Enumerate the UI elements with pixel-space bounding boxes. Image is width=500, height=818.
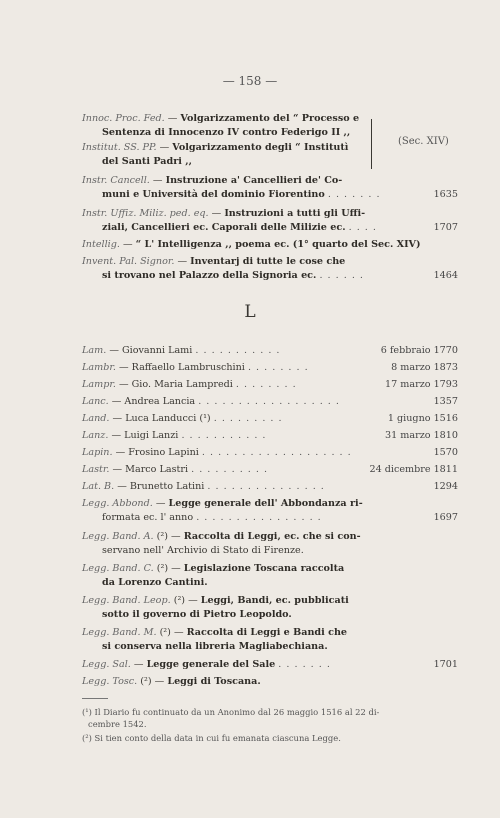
entry-dash: — [211, 208, 222, 219]
entry-dash: (²) — [156, 563, 181, 574]
entry-dash: — [111, 430, 122, 441]
footnote-text-cont: cembre 1542. [88, 719, 147, 729]
entry-dash: — [152, 175, 163, 186]
entry-abbr: Instr. Uffiz. Miliz. ped. eq. [82, 208, 209, 219]
footnote-divider [82, 698, 108, 699]
entry-date: 1464 [433, 270, 458, 281]
entry-date: 1294 [433, 481, 458, 492]
entry-title-cont: muni e Università del dominio Fiorentino [102, 189, 325, 200]
entry-lampr [82, 378, 458, 392]
entry-legg-band-c [82, 562, 458, 590]
entry-dash: (²) — [159, 627, 184, 638]
entry-abbr: Legg. Abbond. [82, 498, 153, 509]
entry-date: 8 marzo 1873 [391, 362, 458, 373]
entry-dash: — [167, 113, 178, 124]
entry-abbr: Invent. Pal. Signor. [82, 256, 175, 267]
entry-date: 1 giugno 1516 [387, 413, 458, 424]
entry-dash: — [112, 413, 123, 424]
entry-title: Legge generale dell' Abbondanza ri- [168, 498, 363, 509]
entry-lat-b [82, 480, 458, 494]
entry-dash: — [118, 379, 129, 390]
entry-legg-band-m [82, 626, 458, 654]
entry-dash: (²) — [156, 531, 181, 542]
entry-abbr: Legg. Band. M. [82, 627, 157, 638]
entry-date: 1707 [433, 222, 458, 233]
entry-dash: (²) — [173, 595, 198, 606]
footnote-text: (²) Si tien conto della data in cui fu emanata ciascuna Legge. [82, 733, 341, 743]
entry-name: Marco Lastri [125, 464, 189, 475]
entry-lanc [82, 395, 458, 409]
entry-name: Andrea Lancia [124, 396, 196, 407]
entry-abbr: Intellig. [82, 239, 120, 250]
entry-abbr: Legg. Sal. [82, 659, 131, 670]
entry-date: 1635 [433, 189, 458, 200]
entry-title: Volgarizzamento del “ Processo e [180, 113, 360, 124]
footnote-1 [82, 706, 458, 730]
entry-title-cont: Sentenza di Innocenzo IV contro Federigo II ,, [102, 127, 351, 138]
footnote-text: (¹) Il Diario fu continuato da un Anonimo dal 26 maggio 1516 al 22 di- [82, 707, 380, 717]
entry-abbr: Legg. Band. Leop. [82, 595, 171, 606]
entry-instr-cancell [82, 174, 458, 202]
entry-legg-band-leop [82, 594, 458, 622]
entry-title-cont: del Santi Padri ,, [102, 156, 192, 167]
entry-lapin [82, 446, 458, 460]
entry-dash: — [118, 362, 129, 373]
entry-title: Volgarizzamento degli “ Institutì [172, 142, 349, 153]
entry-title-cont: si conserva nella libreria Magliabechiana. [102, 641, 328, 652]
entry-date: 1701 [433, 659, 458, 670]
entry-date: 1570 [433, 447, 458, 458]
entry-abbr: Lapin. [82, 447, 113, 458]
leader-dots: . . . . [348, 222, 377, 233]
entry-dash: — [177, 256, 188, 267]
entry-abbr: Lat. B. [82, 481, 115, 492]
entry-title: Raccolta di Leggi, ec. che si con- [183, 531, 361, 542]
entry-dash: — [109, 345, 119, 356]
entry-dash: — [112, 464, 123, 475]
entry-legg-tosc [82, 675, 458, 689]
entry-legg-abbond [82, 497, 458, 525]
entry-abbr: Legg. Tosc. [82, 676, 138, 687]
page-number: — 158 — [222, 74, 278, 88]
entry-invent-pal-signor [82, 255, 458, 283]
entry-abbr: Lambr. [82, 362, 116, 373]
entry-title-cont: formata ec. l' anno [102, 512, 194, 523]
entry-name: Frosino Lapini [128, 447, 199, 458]
entry-title-cont: si trovano nel Palazzo della Signoria ec. [102, 270, 317, 281]
leader-dots: . . . . . . . . [247, 362, 309, 373]
entry-date: 24 dicembre 1811 [369, 464, 458, 475]
entry-title-cont: servano nell' Archivio di Stato di Firenze. [102, 545, 304, 556]
entry-name: Brunetto Latini [129, 481, 205, 492]
entry-instr-uffiz [82, 207, 458, 235]
entry-date: 6 febbraio 1770 [380, 345, 458, 356]
leader-dots: . . . . . . . . . . . . . . . . [196, 512, 322, 523]
entry-abbr: Lanc. [82, 396, 109, 407]
century-label: (Sec. XIV) [398, 136, 449, 147]
entry-lanz [82, 429, 458, 443]
entry-dash: — [115, 447, 126, 458]
leader-dots: . . . . . . . [327, 189, 381, 200]
entry-abbr: Lastr. [82, 464, 110, 475]
entry-name: Raffaello Lambruschini [131, 362, 245, 373]
entry-abbr: Lanz. [82, 430, 109, 441]
entry-title-cont: da Lorenzo Cantini. [102, 577, 208, 588]
entry-land [82, 412, 458, 426]
entry-lastr [82, 463, 458, 477]
entry-title: Legge generale del Sale [146, 659, 276, 670]
entry-lambr [82, 361, 458, 375]
entry-dash: — [111, 396, 122, 407]
leader-dots: . . . . . . . . . . . . . . . [207, 481, 325, 492]
entry-legg-sal [82, 658, 458, 672]
entry-title: Legislazione Toscana raccolta [183, 563, 345, 574]
entry-abbr: Institut. SS. PP. [82, 142, 157, 153]
entry-title: Instruzioni a tutti gli Uffi- [224, 208, 366, 219]
entry-name: Gio. Maria Lampredi [131, 379, 233, 390]
leader-dots: . . . . . . . [278, 659, 331, 670]
entry-name: Luca Landucci (¹) [125, 413, 211, 424]
entry-dash: — [155, 498, 166, 509]
entry-dash: — [117, 481, 127, 492]
section-heading-letter: L [244, 302, 256, 322]
entry-abbr: Lampr. [82, 379, 116, 390]
entry-name: Luigi Lanzi [124, 430, 179, 441]
entry-dash: (²) — [140, 676, 165, 687]
entry-date: 1697 [433, 512, 458, 523]
entry-abbr: Land. [82, 413, 110, 424]
entry-abbr: Instr. Cancell. [82, 175, 150, 186]
entry-date: 31 marzo 1810 [385, 430, 458, 441]
entry-abbr: Lam. [82, 345, 107, 356]
entry-title-cont: ziali, Cancellieri ec. Caporali delle Milizie ec. [102, 222, 346, 233]
footnote-2 [82, 732, 458, 744]
entry-abbr: Legg. Band. A. [82, 531, 154, 542]
leader-dots: . . . . . . . . . [213, 413, 283, 424]
entry-date: 1357 [433, 396, 458, 407]
entry-title: Leggi, Bandi, ec. pubblicati [200, 595, 349, 606]
entry-title: Leggi di Toscana. [167, 676, 261, 687]
entry-intellig [82, 238, 458, 252]
entry-name: Giovanni Lami [121, 345, 193, 356]
entry-title: Inventarj di tutte le cose che [190, 256, 346, 267]
entry-title: “ L' Intelligenza ,, poema ec. (1° quarto del Sec. XIV) [135, 239, 421, 250]
entry-legg-band-a [82, 530, 458, 558]
leader-dots: . . . . . . [319, 270, 364, 281]
entry-abbr: Legg. Band. C. [82, 563, 154, 574]
entry-title: Instruzione a' Cancellieri de' Co- [165, 175, 343, 186]
entry-abbr: Innoc. Proc. Fed. [82, 113, 165, 124]
leader-dots: . . . . . . . . . . . [195, 345, 281, 356]
entry-lam [82, 344, 458, 358]
entry-title-cont: sotto il governo di Pietro Leopoldo. [102, 609, 292, 620]
leader-dots: . . . . . . . . . . [191, 464, 269, 475]
bracket-divider [371, 119, 373, 169]
entry-dash: — [122, 239, 133, 250]
entry-date: 17 marzo 1793 [385, 379, 458, 390]
entry-dash: — [133, 659, 144, 670]
entry-dash: — [159, 142, 170, 153]
leader-dots: . . . . . . . . [235, 379, 297, 390]
entry-title: Raccolta di Leggi e Bandi che [186, 627, 348, 638]
leader-dots: . . . . . . . . . . . . . . . . . . [198, 396, 340, 407]
leader-dots: . . . . . . . . . . . [181, 430, 267, 441]
leader-dots: . . . . . . . . . . . . . . . . . . . [201, 447, 352, 458]
